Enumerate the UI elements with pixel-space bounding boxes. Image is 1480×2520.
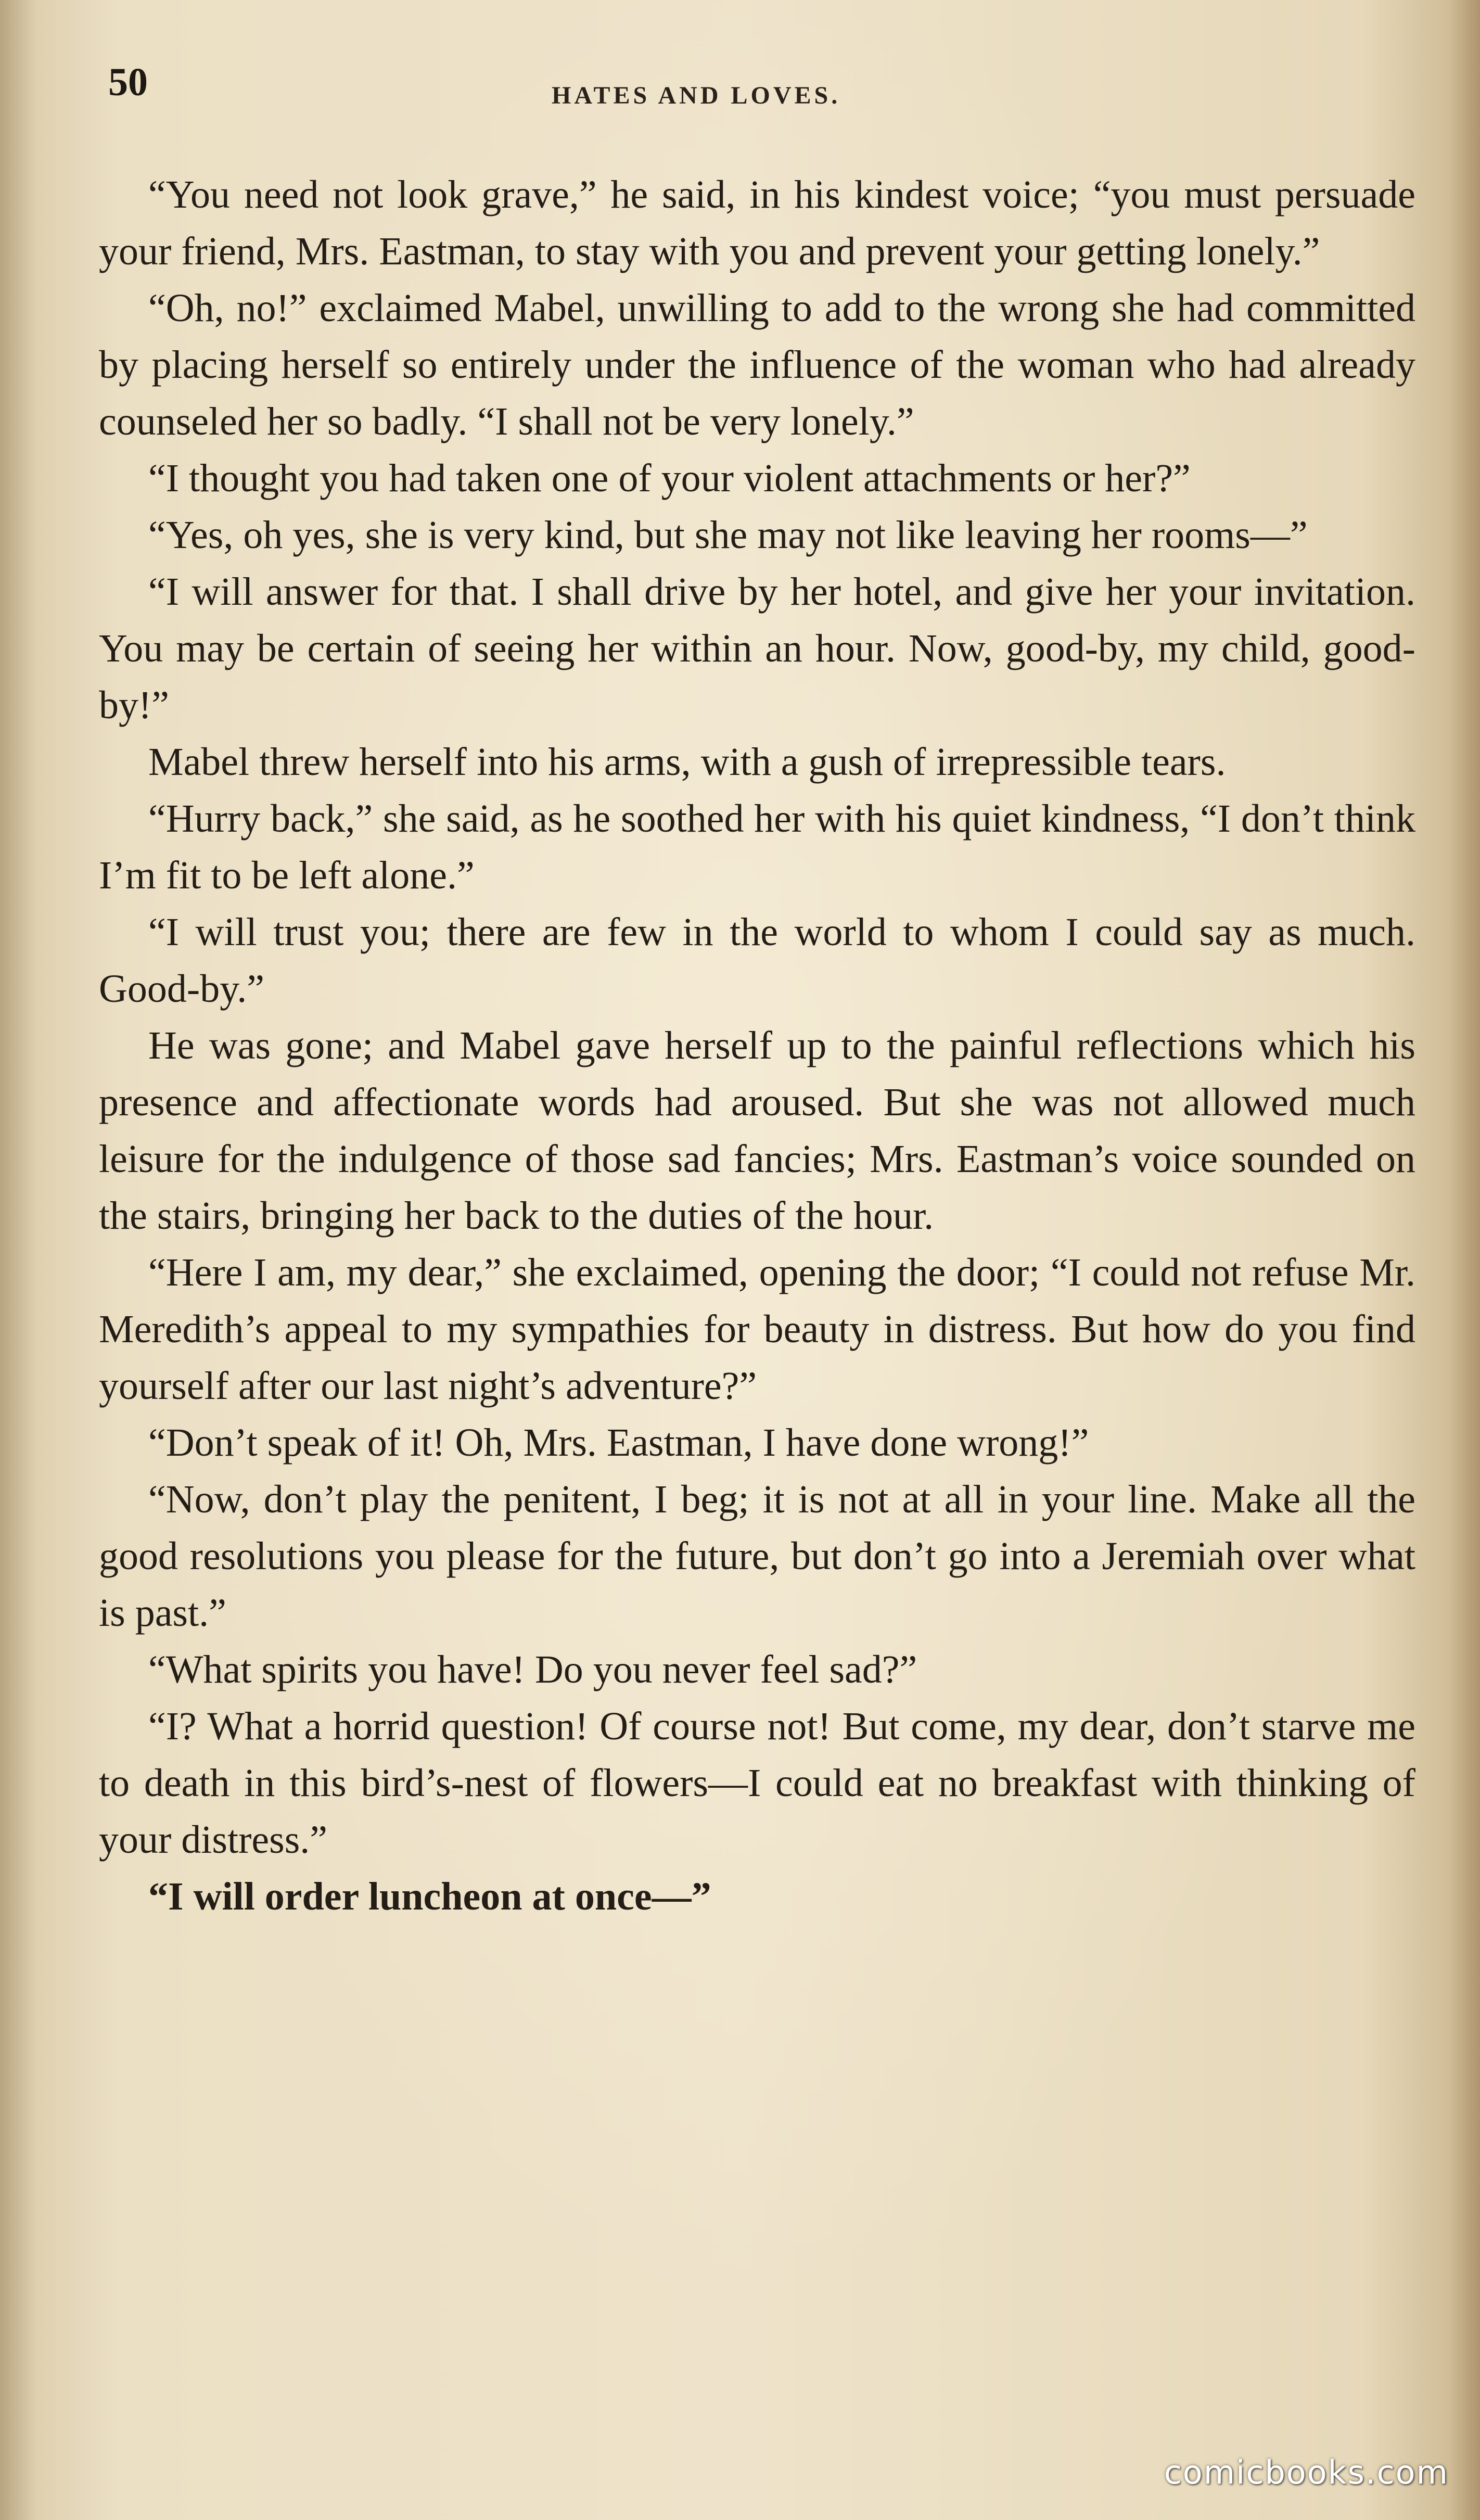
paragraph: “I? What a horrid question! Of course not! But come, my dear, don’t starve me to death in this bird’s-nest of flowers—I could eat no breakfast with thinking of your distress.” xyxy=(99,1704,1415,1862)
page-edge-shadow xyxy=(1449,0,1480,2520)
body-text xyxy=(99,167,1415,1925)
page-gutter-shadow xyxy=(0,0,36,2520)
paragraph: Mabel threw herself into his arms, with a gush of irrepressible tears. xyxy=(148,740,1226,784)
watermark: comicbooks.com xyxy=(1164,2453,1449,2491)
paragraph: “I will answer for that. I shall drive by her hotel, and give her your invitation. You may be certain of seeing her within an hour. Now, good-by, my child, good-by!” xyxy=(99,570,1415,727)
paragraph: “You need not look grave,” he said, in his kindest voice; “you must persuade your friend, Mrs. Eastman, to stay with you and prevent your getting lonely.” xyxy=(99,173,1415,273)
paragraph: “Yes, oh yes, she is very kind, but she may not like leaving her rooms—” xyxy=(148,513,1308,557)
paragraph: “I will order luncheon at once—” xyxy=(148,1875,711,1918)
paragraph: “I thought you had taken one of your violent attachments or her?” xyxy=(148,456,1191,500)
paragraph: “I will trust you; there are few in the world to whom I could say as much. Good-by.” xyxy=(99,910,1415,1011)
paragraph: “Oh, no!” exclaimed Mabel, unwilling to add to the wrong she had committed by placing herself so entirely under the influence of the woman who had already counseled her so badly. “I shall not be very lonely.” xyxy=(99,286,1415,443)
running-head: HATES AND LOVES. xyxy=(552,82,841,109)
page-number: 50 xyxy=(108,60,148,104)
paragraph: “What spirits you have! Do you never feel sad?” xyxy=(148,1648,917,1691)
paragraph: He was gone; and Mabel gave herself up to the painful reflections which his presence and affectionate words had aroused. But she was not allowed much leisure for the indulgence of those sad fancies; Mrs. Eastman’s voice sounded on the stairs, bringing her back to the duties of the hour. xyxy=(99,1024,1415,1238)
paragraph: “Here I am, my dear,” she exclaimed, opening the door; “I could not refuse Mr. Meredith’s appeal to my sympathies for beauty in distress. But how do you find yourself after our last night’s adventure?” xyxy=(99,1251,1415,1408)
paragraph: “Hurry back,” she said, as he soothed her with his quiet kindness, “I don’t think I’m fit to be left alone.” xyxy=(99,797,1415,897)
paragraph: “Don’t speak of it! Oh, Mrs. Eastman, I have done wrong!” xyxy=(148,1421,1089,1465)
paragraph: “Now, don’t play the penitent, I beg; it is not at all in your line. Make all the good resolutions you please for the future, but don’t go into a Jeremiah over what is past.” xyxy=(99,1478,1415,1635)
